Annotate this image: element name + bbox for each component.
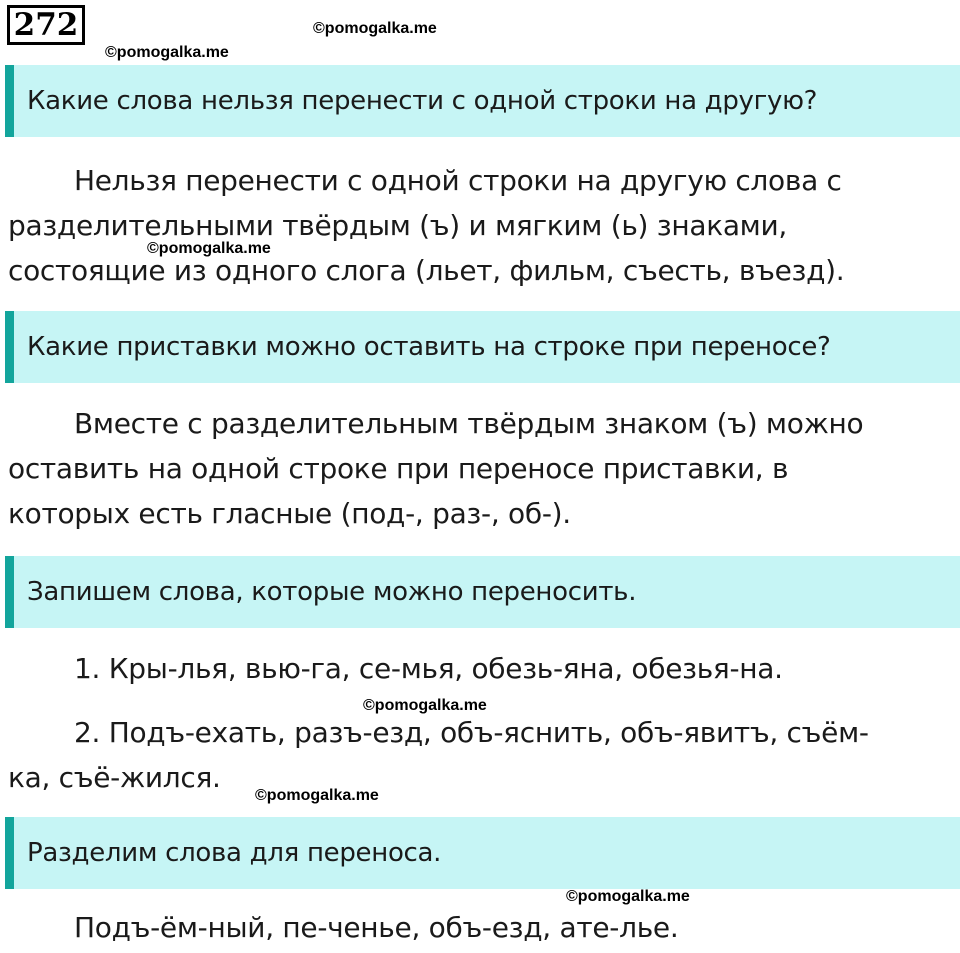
watermark: ©pomogalka.me	[255, 787, 379, 804]
watermark: ©pomogalka.me	[313, 20, 437, 37]
question-box-4	[5, 817, 960, 889]
question-3: Запишем слова, которые можно переносить.	[27, 577, 637, 607]
answer-2-line-2: оставить на одной строке при переносе приставки, в	[8, 452, 789, 485]
answer-4	[8, 905, 678, 950]
answer-3-item-1	[8, 646, 783, 691]
list-item: 2. Подъ-ехать, разъ-езд, объ-яснить, объ-явитъ, съём-	[74, 716, 869, 749]
list-item-continuation: ка, съё-жился.	[8, 761, 221, 794]
answer-2-line-1: Вместе с разделительным твёрдым знаком (ъ) можно	[74, 407, 864, 440]
question-1: Какие слова нельзя перенести с одной строки на другую?	[27, 86, 818, 116]
watermark: ©pomogalka.me	[566, 888, 690, 905]
list-item: 1. Кры-лья, вью-га, се-мья, обезь-яна, обезья-на.	[74, 652, 783, 685]
answer-1	[8, 158, 844, 293]
answer-1-line-2: разделительными твёрдым (ъ) и мягким (ь) знаками,	[8, 209, 788, 242]
watermark: ©pomogalka.me	[147, 240, 271, 257]
answer-3-item-2	[8, 710, 869, 800]
question-4: Разделим слова для переноса.	[27, 838, 442, 868]
answer-4-line: Подъ-ём-ный, пе-ченье, объ-езд, ате-лье.	[74, 911, 679, 944]
answer-1-line-3: состоящие из одного слога (льет, фильм, съесть, въезд).	[8, 254, 845, 287]
watermark: ©pomogalka.me	[105, 44, 229, 61]
task-number: 272	[7, 5, 85, 45]
watermark: ©pomogalka.me	[363, 697, 487, 714]
question-box-1	[5, 65, 960, 137]
question-box-2	[5, 311, 960, 383]
answer-2-line-3: которых есть гласные (под-, раз-, об-).	[8, 497, 571, 530]
question-box-3	[5, 556, 960, 628]
question-2: Какие приставки можно оставить на строке при переносе?	[27, 332, 831, 362]
answer-1-line-1: Нельзя перенести с одной строки на другую слова с	[74, 164, 842, 197]
answer-2	[8, 401, 863, 536]
